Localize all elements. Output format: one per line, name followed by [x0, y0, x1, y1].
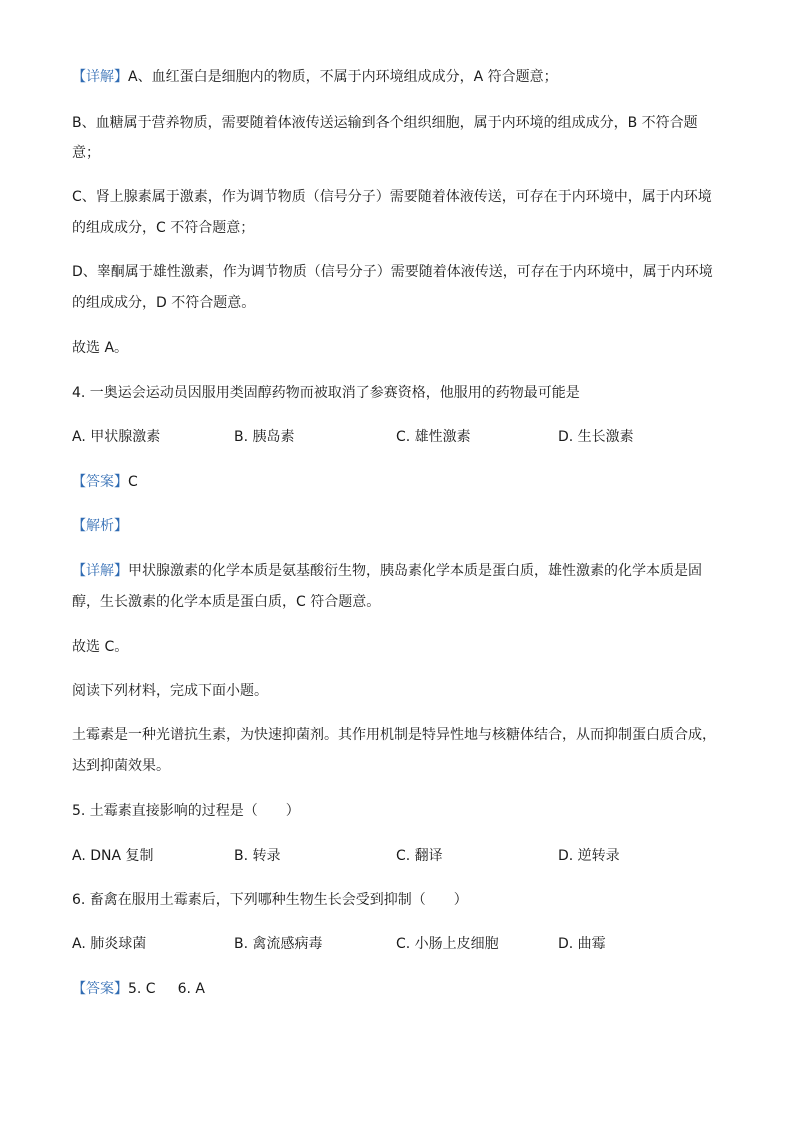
material-text-line1: 土霉素是一种光谱抗生素，为快速抑菌剂。其作用机制是特异性地与核糖体结合，从而抑制蛋白质合成，	[72, 727, 716, 743]
q6-stem: 6. 畜禽在服用土霉素后，下列哪种生物生长会受到抑制（ ）	[72, 892, 468, 908]
detail-label: 【详解】	[72, 563, 128, 579]
answer-5: 5. C	[128, 981, 156, 997]
q4-option-a: A. 甲状腺激素	[72, 429, 161, 445]
q4-answer	[72, 472, 734, 492]
q4-option-b: B. 胰岛素	[234, 429, 295, 445]
q5-option-c: C. 翻译	[396, 848, 443, 864]
detail-label: 【详解】	[72, 69, 128, 85]
q5-option-b: B. 转录	[234, 848, 281, 864]
answers-5-6	[72, 979, 734, 999]
q4-option-c: C. 雄性激素	[396, 429, 471, 445]
q6-option-d: D. 曲霉	[558, 936, 606, 952]
q3-detail-c-line1: C、肾上腺素属于激素，作为调节物质（信号分子）需要随着体液传送，可存在于内环境中，属于内环境	[72, 189, 712, 205]
q6-option-a: A. 肺炎球菌	[72, 936, 147, 952]
q6-option-c: C. 小肠上皮细胞	[396, 936, 499, 952]
q4-detail-line1: 【详解】甲状腺激素的化学本质是氨基酸衍生物，胰岛素化学本质是蛋白质，雄性激素的化学本质是固	[72, 563, 702, 579]
q5-option-d: D. 逆转录	[558, 848, 620, 864]
q6-option-b: B. 禽流感病毒	[234, 936, 323, 952]
answer-value: C	[128, 474, 138, 490]
q5-option-a: A. DNA 复制	[72, 848, 154, 864]
q3-conclusion: 故选 A。	[72, 340, 129, 356]
material-text-line2: 达到抑菌效果。	[72, 758, 170, 774]
q4-stem: 4. 一奥运会运动员因服用类固醇药物而被取消了参赛资格，他服用的药物最可能是	[72, 385, 580, 401]
q5-stem: 5. 土霉素直接影响的过程是（ ）	[72, 803, 300, 819]
q4-conclusion: 故选 C。	[72, 639, 129, 655]
answer-6: 6. A	[177, 981, 205, 997]
q4-option-d: D. 生长激素	[558, 429, 634, 445]
q3-detail-a: 【详解】A、血红蛋白是细胞内的物质，不属于内环境组成成分，A 符合题意；	[72, 69, 558, 85]
q3-detail-b-line2: 意；	[72, 145, 100, 161]
material-intro: 阅读下列材料，完成下面小题。	[72, 683, 268, 699]
q4-detail-line2: 醇，生长激素的化学本质是蛋白质，C 符合题意。	[72, 594, 381, 610]
q4-analysis-label: 【解析】	[72, 518, 128, 534]
q3-detail-d-line1: D、睾酮属于雄性激素，作为调节物质（信号分子）需要随着体液传送，可存在于内环境中，属于内环境	[72, 264, 713, 280]
q3-detail-d-line2: 的组成成分，D 不符合题意。	[72, 295, 256, 311]
answer-label: 【答案】	[72, 981, 128, 997]
q3-detail-c-line2: 的组成成分，C 不符合题意；	[72, 220, 255, 236]
q3-detail-b-line1: B、血糖属于营养物质，需要随着体液传送运输到各个组织细胞，属于内环境的组成成分，B 不符合题	[72, 115, 698, 131]
answer-label: 【答案】	[72, 474, 128, 490]
